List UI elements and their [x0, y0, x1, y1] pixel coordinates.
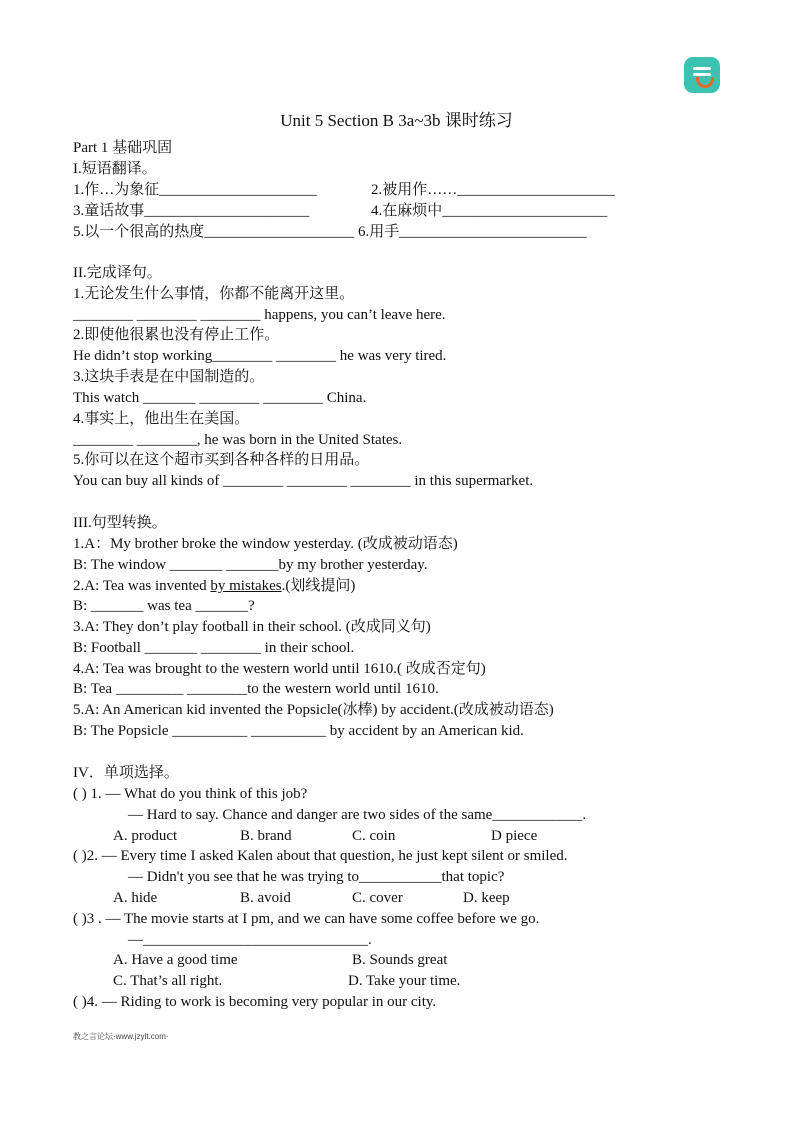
option: A. product [113, 828, 178, 844]
transform-line: B: Football _______ ________ in their school. [73, 640, 355, 656]
section4-heading: IV．单项选择。 [73, 765, 179, 781]
transform-line: 4.A: Tea was brought to the western world until 1610.( 改成否定句) [73, 661, 486, 677]
option: A. Have a good time [113, 952, 238, 968]
option: A. hide [113, 890, 158, 906]
option: C. cover [352, 890, 403, 906]
footer-text: 教之言论坛·www.jzylt.com· [73, 1032, 169, 1041]
phrase-item: 1.作…为象征_____________________ [73, 182, 317, 198]
translation-line: This watch _______ ________ ________ China. [73, 390, 367, 406]
question-reply: —______________________________. [128, 932, 372, 948]
translation-line: 2.即使他很累也没有停止工作。 [73, 327, 280, 343]
option: C. coin [352, 828, 396, 844]
phrase-item: 4.在麻烦中______________________ [371, 203, 608, 219]
phrase-item: 5.以一个很高的热度____________________ 6.用手_________________________ [73, 224, 587, 240]
section2-heading: II.完成译句。 [73, 265, 162, 281]
transform-line: B: Tea _________ ________to the western world until 1610. [73, 681, 439, 697]
transform-line: 5.A: An American kid invented the Popsicle(冰棒) by accident.(改成被动语态) [73, 702, 554, 718]
transform-line: 1.A：My brother broke the window yesterday. (改成被动语态) [73, 536, 458, 552]
transform-line: 3.A: They don’t play football in their school. (改成同义句) [73, 619, 431, 635]
section1-heading: I.短语翻译。 [73, 161, 157, 177]
transform-line: B: _______ was tea _______? [73, 598, 255, 614]
logo-bar [693, 73, 711, 76]
translation-line: 1.无论发生什么事情，你都不能离开这里。 [73, 286, 355, 302]
logo-icon [684, 57, 720, 93]
underlined-phrase: by mistakes [210, 578, 282, 594]
option: C. That’s all right. [113, 973, 223, 989]
translation-line: 5.你可以在这个超市买到各种各样的日用品。 [73, 452, 370, 468]
logo-smile [696, 77, 714, 88]
logo-bar [693, 67, 711, 70]
question-stem: ( )2. — Every time I asked Kalen about that question, he just kept silent or smiled. [73, 848, 568, 864]
phrase-item: 2.被用作……_____________________ [371, 182, 615, 198]
transform-text: 2.A: Tea was invented [73, 578, 211, 594]
option: D. keep [463, 890, 510, 906]
translation-line: You can buy all kinds of ________ ________ ________ in this supermarket. [73, 473, 534, 489]
option: B. brand [240, 828, 292, 844]
phrase-item: 3.童话故事______________________ [73, 203, 310, 219]
transform-line [73, 576, 355, 596]
transform-text: .(划线提问) [281, 578, 356, 594]
section3-heading: III.句型转换。 [73, 515, 167, 531]
translation-line: ________ ________, he was born in the United States. [73, 432, 403, 448]
question-stem: ( ) 1. — What do you think of this job? [73, 786, 308, 802]
translation-line: 4.事实上，他出生在美国。 [73, 411, 250, 427]
translation-line: 3.这块手表是在中国制造的。 [73, 369, 265, 385]
option: B. avoid [240, 890, 291, 906]
translation-line: ________ ________ ________ happens, you can’t leave here. [73, 307, 446, 323]
transform-line: B: The window _______ _______by my brother yesterday. [73, 557, 428, 573]
question-reply: — Didn't you see that he was trying to___________that topic? [128, 869, 505, 885]
question-stem: ( )3 . — The movie starts at I pm, and we can have some coffee before we go. [73, 911, 540, 927]
translation-line: He didn’t stop working________ ________ he was very tired. [73, 348, 447, 364]
question-reply: — Hard to say. Chance and danger are two sides of the same____________. [128, 807, 587, 823]
page-title: Unit 5 Section B 3a~3b 课时练习 [280, 111, 513, 130]
option: D. Take your time. [348, 973, 461, 989]
question-stem: ( )4. — Riding to work is becoming very popular in our city. [73, 994, 437, 1010]
option: D piece [491, 828, 538, 844]
option: B. Sounds great [352, 952, 448, 968]
part1-heading: Part 1 基础巩固 [73, 140, 173, 156]
transform-line: B: The Popsicle __________ __________ by accident by an American kid. [73, 723, 524, 739]
